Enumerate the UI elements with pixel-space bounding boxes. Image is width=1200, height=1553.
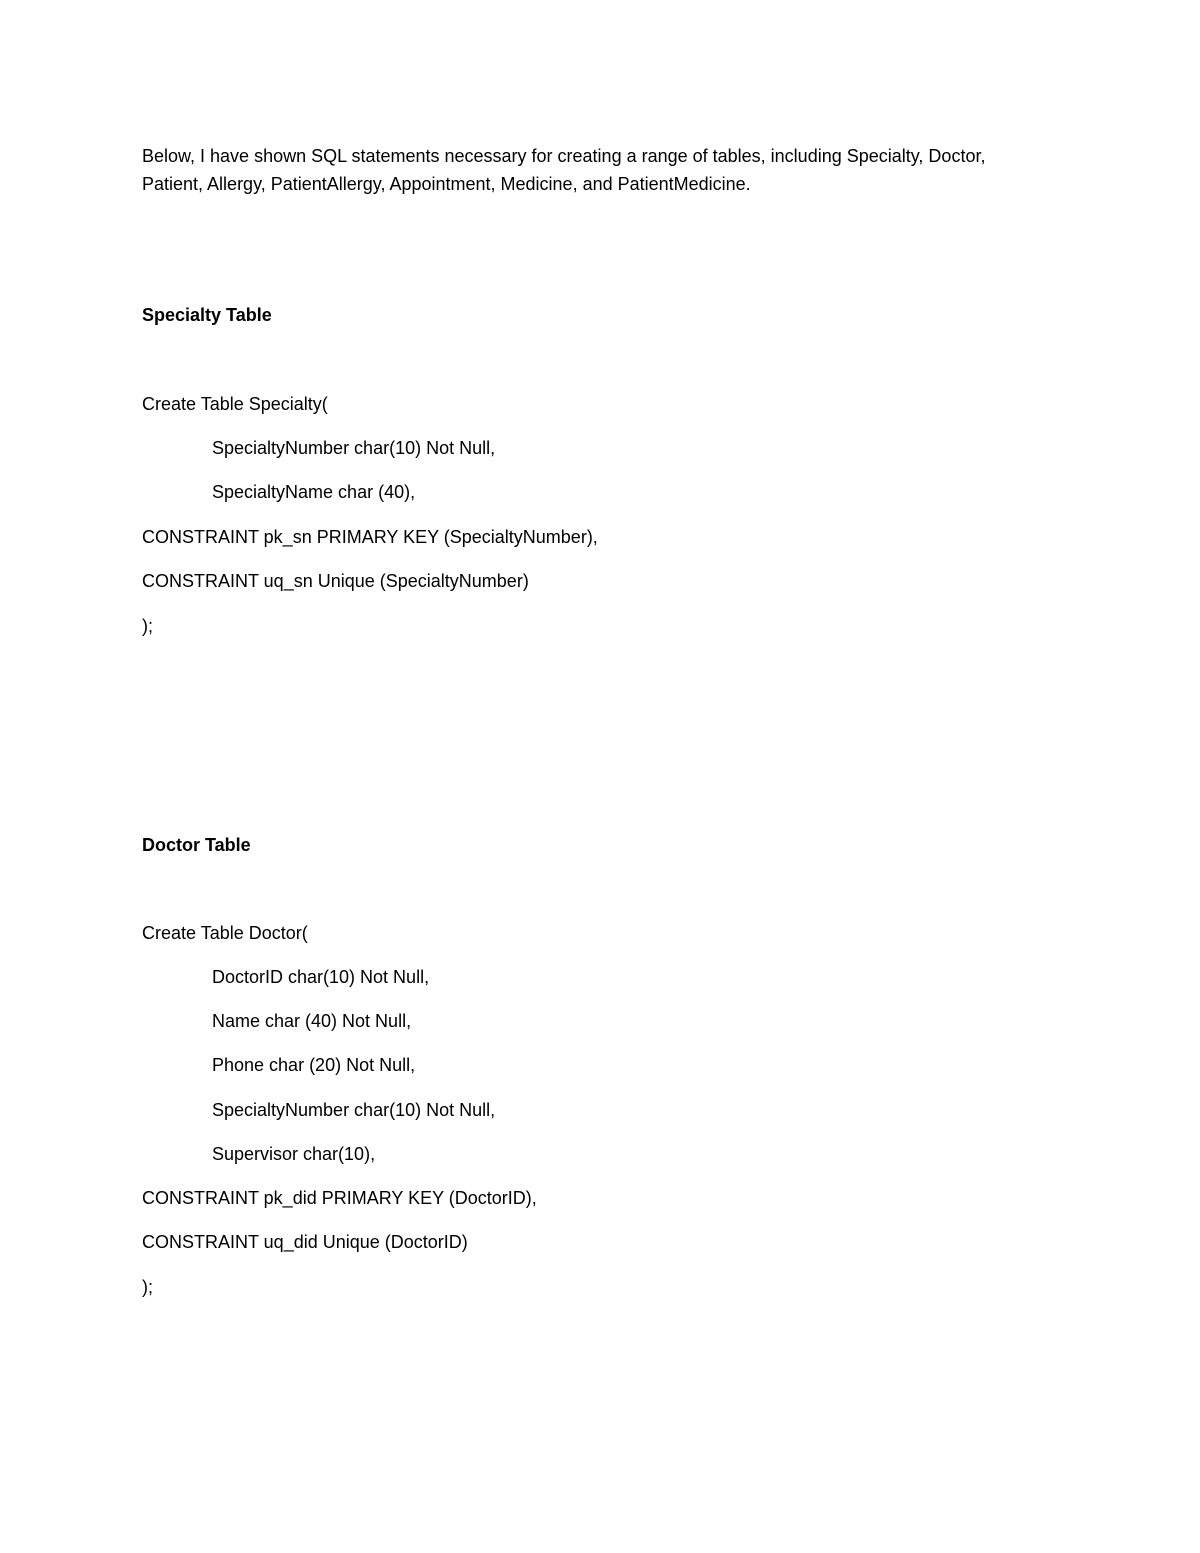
doctor-table-heading: Doctor Table (142, 835, 251, 855)
doctor-code-line: DoctorID char(10) Not Null, (212, 967, 430, 987)
doctor-code-line: Supervisor char(10), (212, 1144, 376, 1164)
specialty-code-line: CONSTRAINT pk_sn PRIMARY KEY (SpecialtyNumber), (142, 527, 598, 547)
doctor-code-line: Name char (40) Not Null, (212, 1011, 412, 1031)
doctor-code-line: CONSTRAINT pk_did PRIMARY KEY (DoctorID), (142, 1188, 537, 1208)
doctor-code-line: ); (142, 1277, 153, 1297)
doctor-code-line: CONSTRAINT uq_did Unique (DoctorID) (142, 1232, 468, 1252)
intro-line-2: Patient, Allergy, PatientAllergy, Appointment, Medicine, and PatientMedicine. (142, 174, 751, 194)
doctor-code-line: Phone char (20) Not Null, (212, 1055, 416, 1075)
specialty-code-line: CONSTRAINT uq_sn Unique (SpecialtyNumber) (142, 571, 529, 591)
specialty-code-line: ); (142, 616, 153, 636)
doctor-code-line: Create Table Doctor( (142, 923, 308, 943)
intro-line-1: Below, I have shown SQL statements necessary for creating a range of tables, including Specialty, Doctor, (142, 146, 986, 166)
specialty-code-line: Create Table Specialty( (142, 394, 328, 414)
doctor-code-line: SpecialtyNumber char(10) Not Null, (212, 1100, 496, 1120)
specialty-code-line: SpecialtyNumber char(10) Not Null, (212, 438, 496, 458)
specialty-code-line: SpecialtyName char (40), (212, 482, 416, 502)
specialty-table-heading: Specialty Table (142, 305, 272, 325)
